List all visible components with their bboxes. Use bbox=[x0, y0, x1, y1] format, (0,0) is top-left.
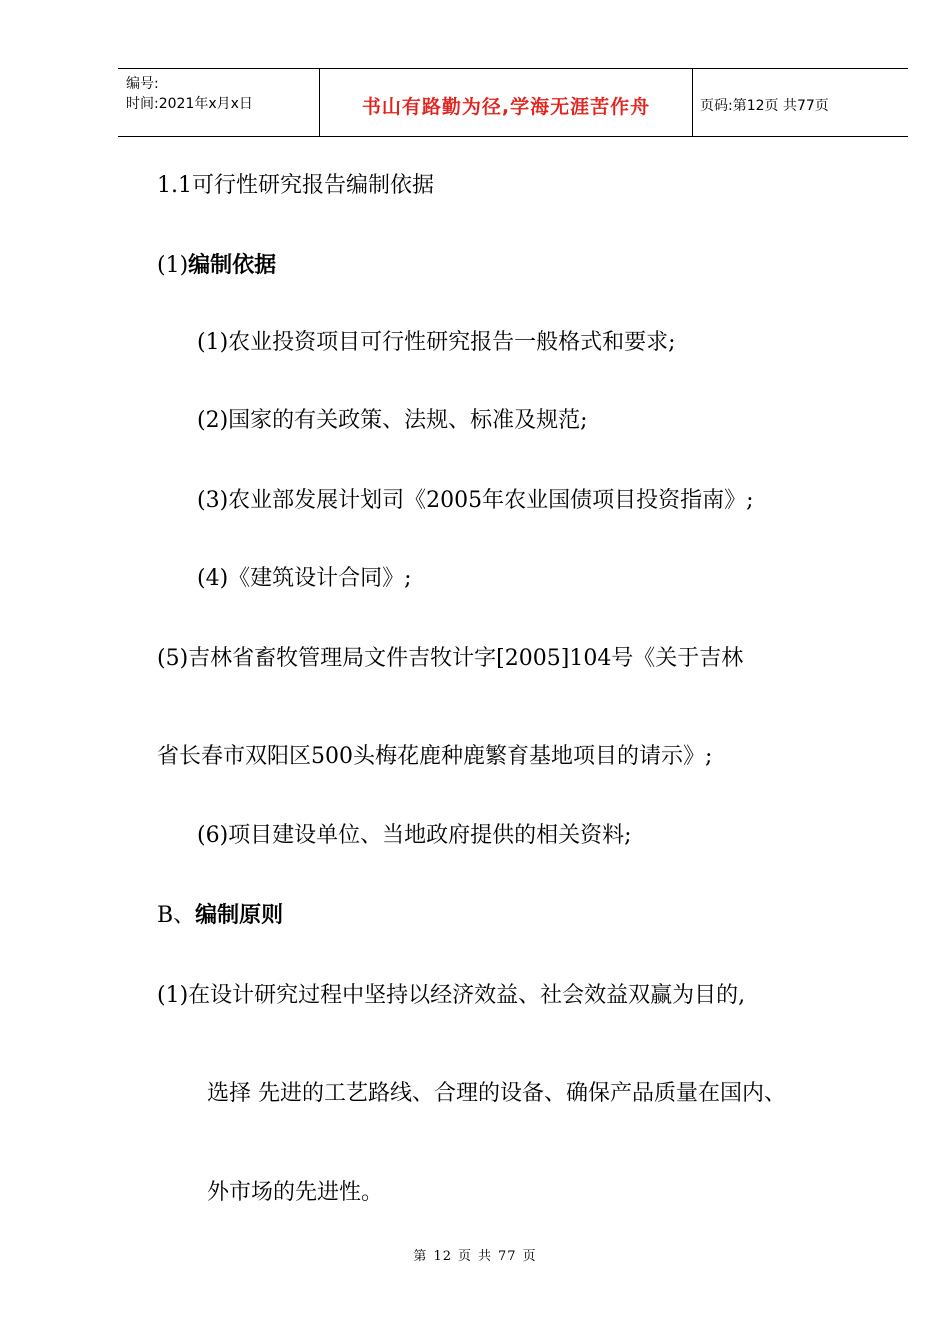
principle-heading-text: 编制原则 bbox=[195, 902, 284, 928]
principle-item-continuation: 外市场的先进性。 bbox=[207, 1180, 384, 1205]
principle-heading-prefix: B、 bbox=[157, 903, 196, 928]
header-middle-cell bbox=[319, 69, 693, 136]
principle-item-continuation: 选择 先进的工艺路线、合理的设备、确保产品质量在国内、 bbox=[207, 1081, 786, 1106]
basis-item: (2)国家的有关政策、法规、标准及规范; bbox=[197, 408, 588, 433]
footer-page-number: 12 bbox=[433, 1249, 452, 1264]
basis-item: (1)农业投资项目可行性研究报告一般格式和要求; bbox=[197, 330, 676, 355]
page-header bbox=[118, 68, 908, 137]
principle-heading bbox=[157, 900, 283, 931]
basis-item: (5)吉林省畜牧管理局文件吉牧计字[2005]104号《关于吉林 bbox=[157, 646, 744, 671]
footer-di: 第 bbox=[413, 1249, 428, 1264]
basis-item: (4)《建筑设计合同》; bbox=[197, 566, 412, 591]
document-time: 时间:2021年x月x日 bbox=[126, 96, 253, 112]
header-left-cell bbox=[118, 69, 319, 136]
header-motto: 书山有路勤为径,学海无涯苦作舟 bbox=[361, 96, 651, 118]
footer-ye2: 页 bbox=[522, 1249, 537, 1264]
footer-total-pages: 77 bbox=[498, 1249, 517, 1264]
basis-item-continuation: 省长春市双阳区500头梅花鹿种鹿繁育基地项目的请示》; bbox=[157, 744, 713, 769]
basis-heading-prefix: (1) bbox=[157, 253, 189, 278]
footer-ye: 页 bbox=[457, 1249, 472, 1264]
section-title: 1.1可行性研究报告编制依据 bbox=[157, 173, 434, 198]
page-footer bbox=[0, 1245, 950, 1264]
basis-item: (6)项目建设单位、当地政府提供的相关资料; bbox=[197, 823, 632, 848]
header-right-cell bbox=[692, 69, 908, 136]
header-page-info: 页码:第12页 共77页 bbox=[700, 98, 829, 114]
footer-gong: 共 bbox=[478, 1249, 493, 1264]
basis-heading bbox=[157, 250, 276, 281]
basis-item: (3)农业部发展计划司《2005年农业国债项目投资指南》; bbox=[197, 488, 754, 513]
document-number-label: 编号: bbox=[126, 76, 159, 92]
basis-heading-text: 编制依据 bbox=[188, 252, 277, 278]
principle-item: (1)在设计研究过程中坚持以经济效益、社会效益双赢为目的, bbox=[157, 983, 746, 1008]
